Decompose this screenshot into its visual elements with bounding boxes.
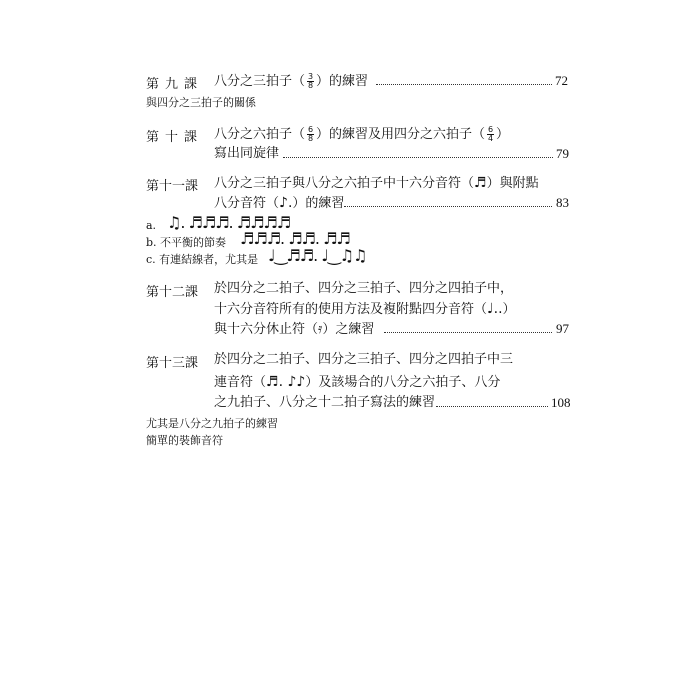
lesson-12-title-line2: 十六分音符所有的使用方法及複附點四分音符（♩..） bbox=[214, 301, 516, 317]
lesson-13-number: 第十三課 bbox=[146, 356, 199, 371]
lesson-10-leader bbox=[283, 157, 553, 158]
lesson-11-title-line2: 八分音符（♪.）的練習 bbox=[214, 195, 345, 211]
lesson-12-number: 第十二課 bbox=[146, 285, 199, 300]
lesson-10-page-number: 79 bbox=[556, 146, 569, 161]
lesson-13-title-line3: 之九拍子、八分之十二拍子寫法的練習 bbox=[214, 395, 436, 410]
time-signature-3-8-icon: $\frac{3}{8}$ bbox=[307, 72, 314, 90]
lesson-11-item-c: c. 有連結線者，尤其是 bbox=[146, 253, 259, 266]
lesson-9-title-part2: ）的練習 bbox=[316, 74, 369, 89]
lesson-13-page-number: 108 bbox=[551, 395, 571, 410]
sixteenth-note-icon: ♬ bbox=[474, 175, 487, 191]
lesson-10-title-line2: 寫出同旋律 bbox=[214, 146, 280, 161]
lesson-9-page-number: 72 bbox=[555, 73, 568, 88]
lesson-12-leader bbox=[384, 332, 552, 333]
lesson-11-number: 第十一課 bbox=[146, 179, 199, 194]
time-signature-6-8-icon: $\frac{6}{8}$ bbox=[307, 125, 314, 143]
lesson-13-title-line1: 於四分之二拍子、四分之三拍子、四分之四拍子中三 bbox=[214, 352, 514, 367]
lesson-9-leader bbox=[376, 84, 552, 85]
lesson-11-leader bbox=[344, 206, 552, 207]
lesson-9-number: 第九課 bbox=[146, 77, 204, 92]
triplet-notes-icon: ♬. ♪♪ bbox=[266, 374, 306, 390]
rhythm-notation-b-icon: ♬♬♬. ♬♬. ♬♬ bbox=[240, 229, 350, 248]
double-dotted-quarter-note-icon: ♩.. bbox=[487, 301, 503, 317]
lesson-9-title bbox=[214, 73, 368, 90]
lesson-12-page-number: 97 bbox=[556, 321, 569, 336]
lesson-11-page-number: 83 bbox=[556, 195, 569, 210]
lesson-11-title-line1: 八分之三拍子與八分之六拍子中十六分音符（♬）與附點 bbox=[214, 175, 539, 191]
lesson-9-subtopic: 與四分之三拍子的關係 bbox=[146, 96, 256, 109]
lesson-11-item-a: a. bbox=[146, 219, 157, 232]
lesson-11-item-b: b. 不平衡的節奏 bbox=[146, 236, 227, 249]
lesson-13-subtopic-2: 簡單的裝飾音符 bbox=[146, 434, 223, 447]
lesson-9-title-part1: 八分之三拍子（ bbox=[214, 74, 306, 89]
rhythm-notation-a-icon: ♫. ♬♬♬. ♬♬♬♬ bbox=[167, 213, 291, 232]
sixteenth-rest-icon: 𝄿 bbox=[318, 321, 323, 337]
lesson-13-subtopic-1: 尤其是八分之九拍子的練習 bbox=[146, 417, 278, 430]
dotted-eighth-note-icon: ♪. bbox=[279, 195, 293, 211]
lesson-13-leader bbox=[436, 406, 548, 407]
lesson-12-title-line3: 與十六分休止符（𝄿）之練習 bbox=[214, 321, 375, 337]
lesson-12-title-line1: 於四分之二拍子、四分之三拍子、四分之四拍子中， bbox=[214, 281, 514, 296]
lesson-13-title-line2: 連音符（♬. ♪♪）及該場合的八分之六拍子、八分 bbox=[214, 374, 501, 390]
lesson-10-number: 第十課 bbox=[146, 130, 204, 145]
time-signature-6-4-icon: $\frac{6}{4}$ bbox=[487, 125, 494, 143]
tied-notes-notation-icon: ♩‿♬♬. ♩‿♫♫ bbox=[268, 246, 367, 265]
lesson-10-title-line1: 八分之六拍子（ $\frac{6}{8}$ ）的練習及用四分之六拍子（ $\frac{6}{4}$ ） bbox=[214, 125, 510, 143]
